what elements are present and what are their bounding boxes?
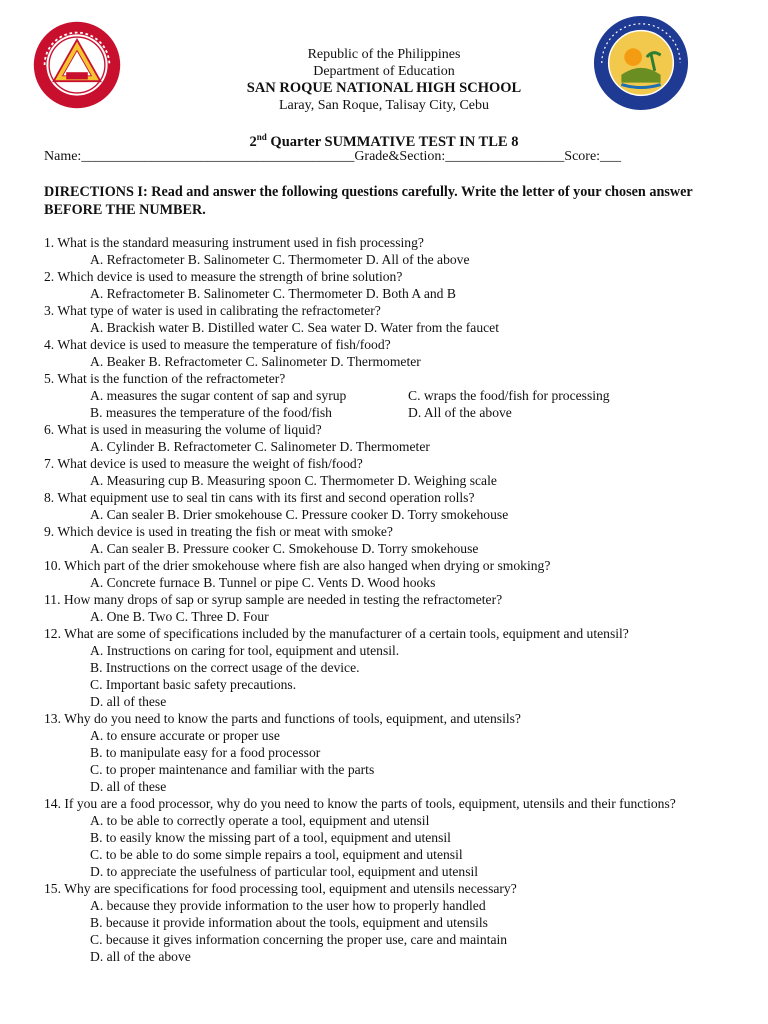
question-option: B. to manipulate easy for a food processor xyxy=(90,745,321,760)
question-option: C. wraps the food/fish for processing xyxy=(408,388,610,403)
question-option: A. Refractometer B. Salinometer C. Thermometer D. All of the above xyxy=(90,252,470,267)
question-option: A. Can sealer B. Drier smokehouse C. Pressure cooker D. Torry smokehouse xyxy=(90,507,509,522)
question-stem: 2. Which device is used to measure the strength of brine solution? xyxy=(44,269,403,284)
question-option: A. Measuring cup B. Measuring spoon C. Thermometer D. Weighing scale xyxy=(90,473,497,488)
question-stem: 5. What is the function of the refractometer? xyxy=(44,371,286,386)
question-option: D. all of the above xyxy=(90,949,191,964)
question-option: A. to ensure accurate or proper use xyxy=(90,728,280,743)
question-option: B. because it provide information about the tools, equipment and utensils xyxy=(90,915,488,930)
question-stem: 9. Which device is used in treating the fish or meat with smoke? xyxy=(44,524,393,539)
question-option: A. Beaker B. Refractometer C. Salinometer D. Thermometer xyxy=(90,354,421,369)
test-title xyxy=(0,132,768,151)
question-list xyxy=(44,234,744,965)
question-stem: 10. Which part of the drier smokehouse where fish are also hanged when drying or smoking? xyxy=(44,558,551,573)
question-option: D. All of the above xyxy=(408,405,512,420)
title-rest: Quarter SUMMATIVE TEST IN TLE 8 xyxy=(266,133,519,150)
question-option: A. Brackish water B. Distilled water C. Sea water D. Water from the faucet xyxy=(90,320,499,335)
question-option: A. because they provide information to the user how to properly handled xyxy=(90,898,486,913)
question-option: A. Can sealer B. Pressure cooker C. Smokehouse D. Torry smokehouse xyxy=(90,541,479,556)
name-grade-score-line: Name:_______________________________________Grade&Section:_________________Score:___ xyxy=(44,149,622,164)
header-address: Laray, San Roque, Talisay City, Cebu xyxy=(278,98,490,113)
question-stem: 8. What equipment use to seal tin cans with its first and second operation rolls? xyxy=(44,490,475,505)
question-stem: 11. How many drops of sap or syrup sample are needed in testing the refractometer? xyxy=(44,592,503,607)
header-republic: Republic of the Philippines xyxy=(307,47,461,62)
question-stem: 12. What are some of specifications included by the manufacturer of a certain tools, equipment and utensil? xyxy=(44,626,629,641)
title-ordinal: 2 xyxy=(249,133,257,150)
question-option: C. because it gives information concerning the proper use, care and maintain xyxy=(90,932,508,947)
question-option: B. to easily know the missing part of a tool, equipment and utensil xyxy=(90,830,451,845)
question-option: A. Instructions on caring for tool, equipment and utensil. xyxy=(90,643,400,658)
question-option: A. Cylinder B. Refractometer C. Salinometer D. Thermometer xyxy=(90,439,430,454)
question-option: D. all of these xyxy=(90,694,167,709)
header-department: Department of Education xyxy=(313,64,455,79)
question-stem: 4. What device is used to measure the temperature of fish/food? xyxy=(44,337,391,352)
question-stem: 3. What type of water is used in calibrating the refractometer? xyxy=(44,303,381,318)
question-option: D. to appreciate the usefulness of particular tool, equipment and utensil xyxy=(90,864,479,879)
question-option: C. Important basic safety precautions. xyxy=(90,677,297,692)
question-stem: 6. What is used in measuring the volume of liquid? xyxy=(44,422,322,437)
question-stem: 15. Why are specifications for food processing tool, equipment and utensils necessary? xyxy=(44,881,517,896)
question-option: B. measures the temperature of the food/fish xyxy=(90,405,332,420)
question-option: D. all of these xyxy=(90,779,167,794)
question-options-grid xyxy=(44,387,744,421)
question-stem: 14. If you are a food processor, why do you need to know the parts of tools, equipment, utensils and their functions? xyxy=(44,796,676,811)
question-option: C. to be able to do some simple repairs a tool, equipment and utensil xyxy=(90,847,463,862)
question-option: A. measures the sugar content of sap and syrup xyxy=(90,388,347,403)
directions: DIRECTIONS I: Read and answer the following questions carefully. Write the letter of your chosen answer BEFORE THE NUMBER. xyxy=(44,184,693,218)
question-option: B. Instructions on the correct usage of the device. xyxy=(90,660,360,675)
question-stem: 13. Why do you need to know the parts and functions of tools, equipment, and utensils? xyxy=(44,711,521,726)
question-stem: 7. What device is used to measure the weight of fish/food? xyxy=(44,456,363,471)
question-option: A. One B. Two C. Three D. Four xyxy=(90,609,269,624)
question-option: C. to proper maintenance and familiar with the parts xyxy=(90,762,375,777)
header-school-name: SAN ROQUE NATIONAL HIGH SCHOOL xyxy=(246,80,522,96)
question-option: A. to be able to correctly operate a tool, equipment and utensil xyxy=(90,813,430,828)
question-option: A. Concrete furnace B. Tunnel or pipe C. Vents D. Wood hooks xyxy=(90,575,436,590)
title-ordinal-suffix: nd xyxy=(256,132,267,142)
question-stem: 1. What is the standard measuring instrument used in fish processing? xyxy=(44,235,424,250)
question-option: A. Refractometer B. Salinometer C. Thermometer D. Both A and B xyxy=(90,286,456,301)
